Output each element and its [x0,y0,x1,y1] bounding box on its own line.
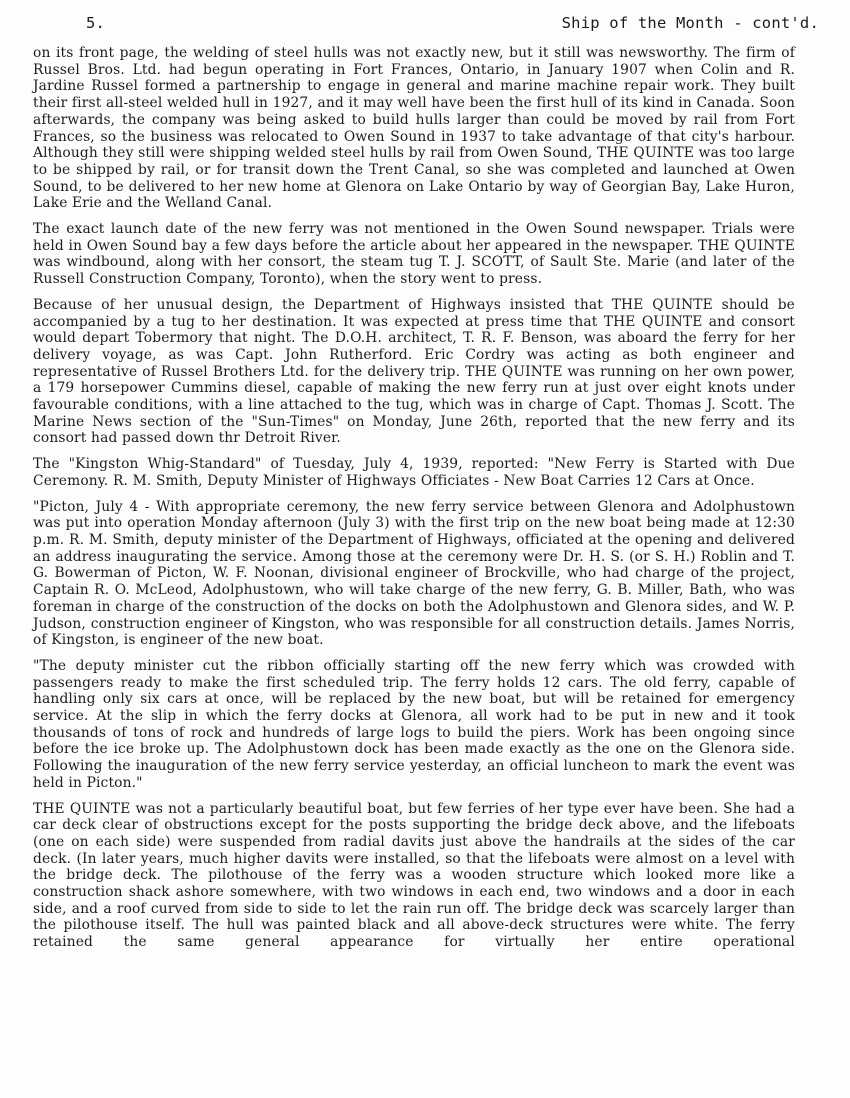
page-header [0,14,850,38]
article-body [33,45,795,960]
paragraph-3: Because of her unusual design, the Department of Highways insisted that THE QUINTE should be accompanied by a tug to her destination. It was expected at press time that THE QUINTE and consort would depart Tobermory that night. The D.O.H. architect, T. R. F. Benson, was aboard the ferry for her delivery voyage, as was Capt. John Rutherford. Eric Cordry was acting as both engineer and representative of Russel Brothers Ltd. for the delivery trip. THE QUINTE was running on her own power, a 179 horsepower Cummins diesel, capable of making the new ferry run at just over eight knots under favourable conditions, with a line attached to the tug, which was in charge of Capt. Thomas J. Scott. The Marine News section of the "Sun-Times" on Monday, June 26th, reported that the new ferry and its consort had passed down thr Detroit River. [33,296,795,447]
paragraph-2: The exact launch date of the new ferry was not mentioned in the Owen Sound newspaper. Trials were held in Owen Sound bay a few days before the article about her appeared in the newspaper. THE QUINTE was windbound, along with her consort, the steam tug T. J. SCOTT, of Sault Ste. Marie (and later of the Russell Construction Company, Toronto), when the story went to press. [33,221,795,288]
paragraph-1: on its front page, the welding of steel hulls was not exactly new, but it still was newsworthy. The firm of Russel Bros. Ltd. had begun operating in Fort Frances, Ontario, in January 1907 when Colin and R. Jardine Russel formed a partnership to engage in general and marine machine repair work. They built their first all-steel welded hull in 1927, and it may well have been the first hull of its kind in Canada. Soon afterwards, the company was being asked to build hulls larger than could be moved by rail from Fort Frances, so the business was relocated to Owen Sound in 1937 to take advantage of that city's harbour. Although they still were shipping welded steel hulls by rail from Owen Sound, THE QUINTE was too large to be shipped by rail, or for transit down the Trent Canal, so she was completed and launched at Owen Sound, to be delivered to her new home at Glenora on Lake Ontario by way of Georgian Bay, Lake Huron, Lake Erie and the Welland Canal. [33,45,795,212]
paragraph-5: "Picton, July 4 - With appropriate ceremony, the new ferry service between Glenora and Adolphustown was put into operation Monday afternoon (July 3) with the first trip on the new boat being made at 12:30 p.m. R. M. Smith, deputy minister of the Department of Highways, officiated at the opening and delivered an address inaugurating the service. Among those at the ceremony were Dr. H. S. (or S. H.) Roblin and T. G. Bowerman of Picton, W. F. Noonan, divisional engineer of Brockville, who had charge of the project, Captain R. O. McLeod, Adolphustown, who will take charge of the new ferry, G. B. Miller, Bath, who was foreman in charge of the construction of the docks on both the Adolphustown and Glenora sides, and W. P. Judson, construction engineer of Kingston, who was responsible for all construction details. James Norris, of Kingston, is engineer of the new boat. [33,498,795,649]
paragraph-7: THE QUINTE was not a particularly beautiful boat, but few ferries of her type ever have been. She had a car deck clear of obstructions except for the posts supporting the bridge deck above, and the lifeboats (one on each side) were suspended from radial davits just above the handrails at the sides of the car deck. (In later years, much higher davits were installed, so that the lifeboats were almost on a level with the bridge deck. The pilothouse of the ferry was a wooden structure which looked more like a construction shack ashore somewhere, with two windows in each end, two windows and a door in each side, and a roof curved from side to side to let the rain run off. The bridge deck was scarcely larger than the pilothouse itself. The hull was painted black and all above-deck structures were white. The ferry retained the same general appearance for virtually her entire operational [33,800,795,951]
page-number: 5. [86,14,106,32]
paragraph-6: "The deputy minister cut the ribbon officially starting off the new ferry which was crowded with passengers ready to make the first scheduled trip. The ferry holds 12 cars. The old ferry, capable of handling only six cars at once, will be replaced by the new boat, but will be retained for emergency service. At the slip in which the ferry docks at Glenora, all work had to be put in new and it took thousands of tons of rock and hundreds of large logs to build the piers. Work has been ongoing since before the ice broke up. The Adolphustown dock has been made exactly as the one on the Glenora side. Following the inauguration of the new ferry service yesterday, an official luncheon to mark the event was held in Picton." [33,657,795,791]
paragraph-4: The "Kingston Whig-Standard" of Tuesday, July 4, 1939, reported: "New Ferry is Started with Due Ceremony. R. M. Smith, Deputy Minister of Highways Officiates - New Boat Carries 12 Cars at Once. [33,456,795,489]
running-title: Ship of the Month - cont'd. [561,14,819,32]
